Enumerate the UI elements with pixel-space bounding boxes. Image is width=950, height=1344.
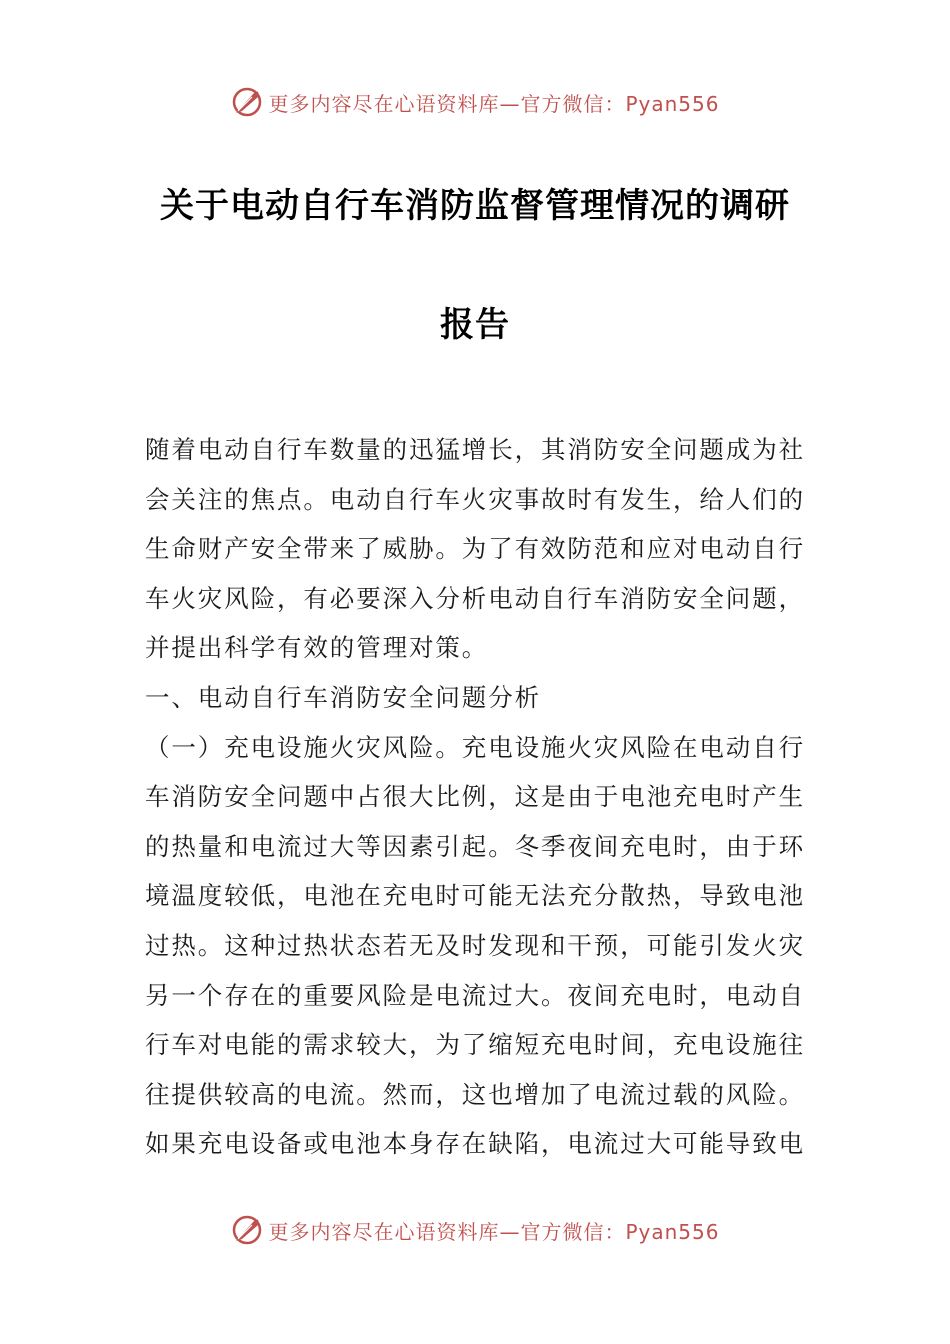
body-line: 并提出科学有效的管理对策。 (145, 633, 489, 663)
body-line: 过热。这种过热状态若无及时发现和干预，可能引发火灾 (145, 930, 805, 960)
body-line: 会关注的焦点。电动自行车火灾事故时有发生，给人们的 (145, 484, 805, 514)
body-line: 行车对电能的需求较大，为了缩短充电时间，充电设施往 (145, 1030, 805, 1060)
watermark-banner-bottom (0, 1210, 950, 1250)
body-line: 生命财产安全带来了威胁。为了有效防范和应对电动自行 (145, 534, 805, 564)
section-heading: 一、电动自行车消防安全问题分析 (145, 682, 541, 712)
page-title: 关于电动自行车消防监督管理情况的调研 (160, 186, 790, 226)
body-line: 如果充电设备或电池本身存在缺陷，电流过大可能导致电 (145, 1129, 805, 1159)
body-line: 车火灾风险，有必要深入分析电动自行车消防安全问题， (145, 583, 805, 613)
body-text (145, 425, 805, 1169)
body-line: 的热量和电流过大等因素引起。冬季夜间充电时，由于环 (145, 831, 805, 861)
body-line: 随着电动自行车数量的迅猛增长，其消防安全问题成为社 (145, 435, 805, 464)
feather-pen-circle-icon (230, 85, 264, 119)
body-line: （一）充电设施火灾风险。充电设施火灾风险在电动自行 (145, 732, 805, 762)
watermark-banner-top (0, 82, 950, 122)
body-line: 另一个存在的重要风险是电流过大。夜间充电时，电动自 (145, 980, 805, 1010)
body-line: 境温度较低，电池在充电时可能无法充分散热，导致电池 (145, 881, 805, 911)
page-title-continuation: 报告 (440, 305, 510, 345)
body-line: 往提供较高的电流。然而，这也增加了电流过载的风险。 (145, 1079, 805, 1109)
feather-pen-circle-icon (230, 1213, 264, 1247)
watermark-text: 更多内容尽在心语资料库—官方微信：Pyan556 (268, 1219, 720, 1244)
body-line: 车消防安全问题中占很大比例，这是由于电池充电时产生 (145, 782, 805, 812)
watermark-text: 更多内容尽在心语资料库—官方微信：Pyan556 (268, 91, 720, 116)
